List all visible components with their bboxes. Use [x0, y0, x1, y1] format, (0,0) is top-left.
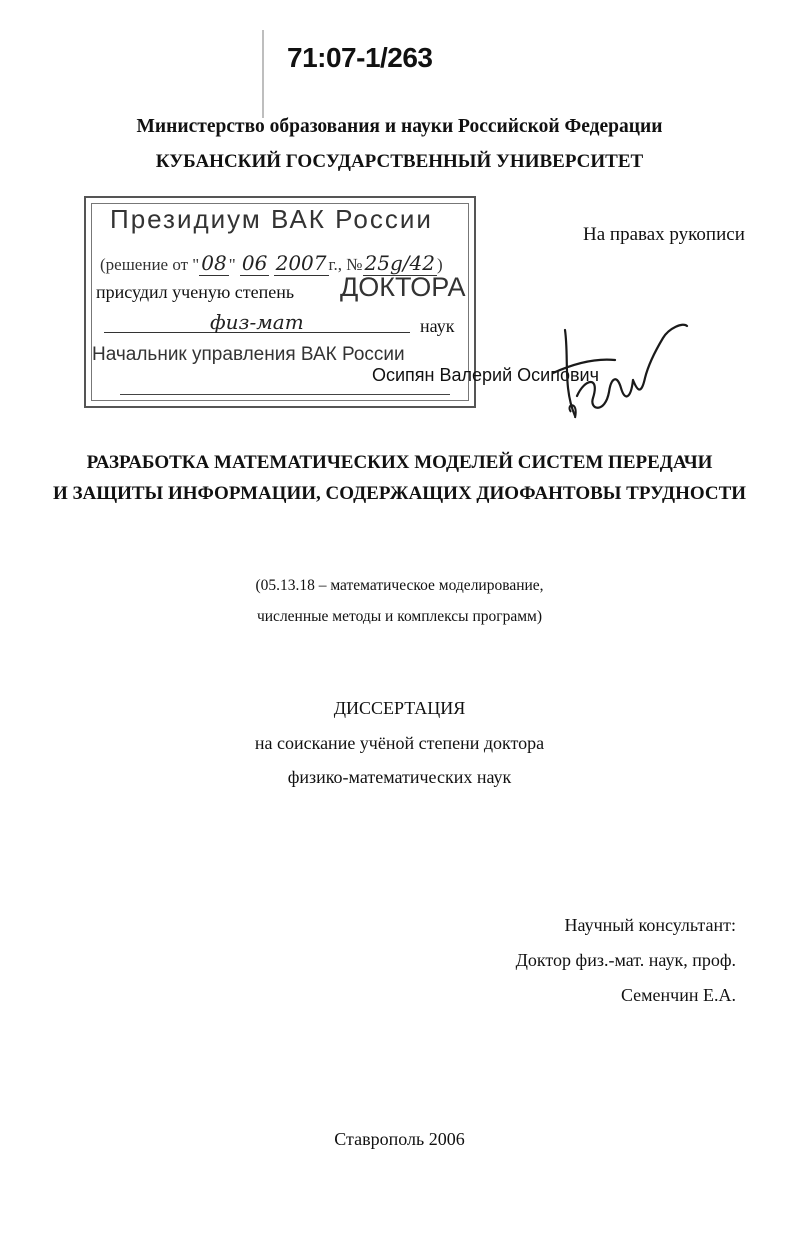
stamp-degree: ДОКТОРА	[340, 272, 466, 302]
degree-line-1: на соискание учёной степени доктора	[254, 733, 545, 753]
specialty-line-2: численные методы и комплексы программ)	[256, 608, 543, 625]
decision-month: 06	[241, 251, 268, 275]
consultant-name: Семенчин Е.А.	[620, 985, 736, 1005]
ministry-heading: Министерство образования и науки Российской Федерации	[136, 116, 663, 137]
degree-line-2: физико-математических наук	[287, 767, 512, 787]
margin-mark	[262, 30, 264, 118]
decision-year-suffix: г., №	[328, 255, 363, 274]
handwritten-signature	[545, 318, 695, 428]
stamp-nauk: наук	[420, 316, 455, 336]
decision-day: 08	[201, 251, 227, 275]
stamp-awarded-label: присудил ученую степень	[96, 282, 295, 302]
decision-year: 2007	[275, 251, 327, 275]
title-line-2: И ЗАЩИТЫ ИНФОРМАЦИИ, СОДЕРЖАЩИХ ДИОФАНТОВЫ ТРУДНОСТИ	[52, 483, 747, 504]
manuscript-rights: На правах рукописи	[583, 224, 745, 245]
dissertation-label: ДИССЕРТАЦИЯ	[333, 698, 466, 718]
title-line-1: РАЗРАБОТКА МАТЕМАТИЧЕСКИХ МОДЕЛЕЙ СИСТЕМ ПЕРЕДАЧИ	[86, 452, 713, 473]
city-year: Ставрополь 2006	[334, 1129, 465, 1149]
author-name: Осипян Валерий Осипович	[372, 365, 599, 385]
stamp-field-handwritten: физ-мат	[210, 310, 304, 334]
stamp-title: Президиум ВАК России	[110, 204, 433, 234]
decision-number: 25g/42	[364, 251, 435, 275]
consultant-label: Научный консультант:	[564, 915, 736, 935]
consultant-title: Доктор физ.-мат. наук, проф.	[515, 950, 736, 970]
decision-prefix: (решение от "	[100, 255, 200, 274]
decision-close: )	[436, 255, 443, 274]
decision-quote: "	[228, 255, 236, 274]
stamp-head: Начальник управления ВАК России	[92, 344, 405, 365]
specialty-line-1: (05.13.18 – математическое моделирование,	[255, 577, 544, 594]
stamp-signature-line	[120, 394, 450, 395]
university-heading: КУБАНСКИЙ ГОСУДАРСТВЕННЫЙ УНИВЕРСИТЕТ	[155, 151, 644, 172]
archive-code: 71:07-1/263	[287, 42, 433, 73]
